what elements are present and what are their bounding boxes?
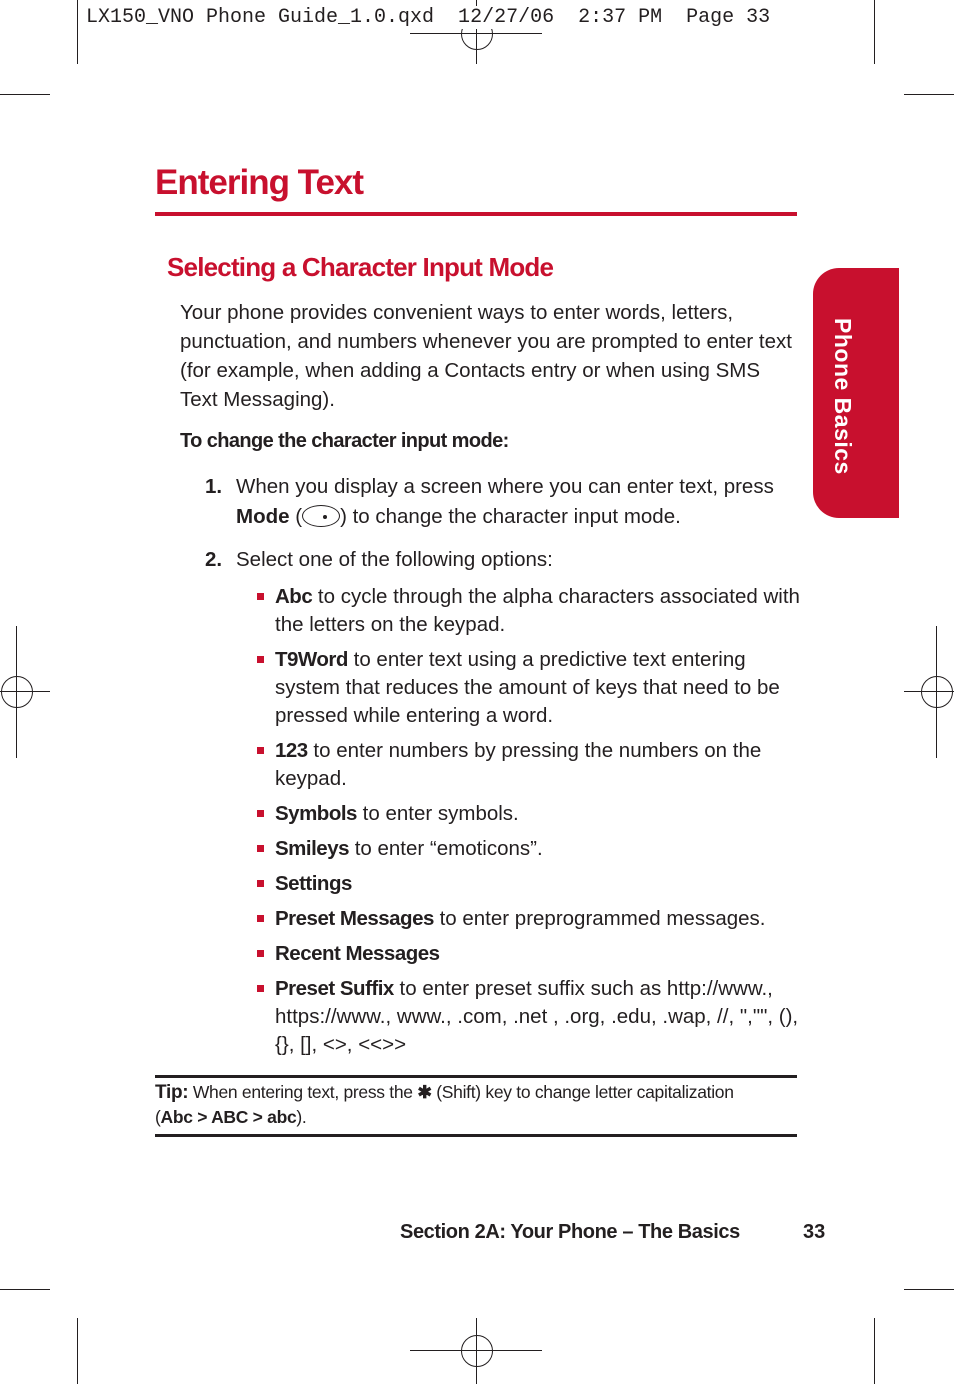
page-title: Entering Text	[155, 163, 364, 202]
square-bullet-icon	[257, 810, 264, 817]
square-bullet-icon	[257, 985, 264, 992]
square-bullet-icon	[257, 747, 264, 754]
title-rule	[155, 212, 797, 216]
list-item: Recent Messages	[257, 940, 802, 968]
input-mode-options	[257, 583, 802, 1059]
square-bullet-icon	[257, 880, 264, 887]
tip-box: Tip: When entering text, press the ✱ (Shift) key to change letter capitalization (Abc > ABC > abc).	[155, 1082, 734, 1127]
side-tab-label: Phone Basics	[830, 318, 856, 475]
list-item: Settings	[257, 870, 802, 898]
list-item: T9Word to enter text using a predictive text entering system that reduces the amount of keys that need to be pressed while entering a word.	[257, 646, 802, 730]
intro-paragraph: Your phone provides convenient ways to enter words, letters, punctuation, and numbers whenever you are prompted to enter text (for example, when adding a Contacts entry or when using SMS Text Messaging).	[180, 301, 792, 411]
list-item: Smileys to enter “emoticons”.	[257, 835, 802, 863]
tip-bottom-rule	[155, 1134, 797, 1137]
mode-key-icon	[302, 505, 340, 527]
list-item: Abc to cycle through the alpha characters associated with the letters on the keypad.	[257, 583, 802, 639]
step-number: 2.	[205, 548, 223, 571]
case-modes: Abc > ABC > abc	[160, 1107, 297, 1127]
square-bullet-icon	[257, 915, 264, 922]
tip-label: Tip:	[155, 1082, 189, 1103]
page-number: 33	[803, 1221, 826, 1243]
list-item: 123 to enter numbers by pressing the numbers on the keypad.	[257, 737, 802, 793]
square-bullet-icon	[257, 845, 264, 852]
list-item: Symbols to enter symbols.	[257, 800, 802, 828]
footer-section: Section 2A: Your Phone – The Basics	[400, 1221, 740, 1243]
procedure-lead: To change the character input mode:	[180, 430, 509, 452]
step-number: 1.	[205, 475, 223, 498]
section-subtitle: Selecting a Character Input Mode	[167, 252, 554, 282]
step-2: 2. Select one of the following options:	[205, 545, 797, 575]
step-1: 1. When you display a screen where you can enter text, press Mode ( ) to change the character input mode.	[205, 472, 797, 532]
file-slug: LX150_VNO Phone Guide_1.0.qxd 12/27/06 2:37 PM Page 33	[86, 6, 771, 29]
square-bullet-icon	[257, 950, 264, 957]
square-bullet-icon	[257, 656, 264, 663]
square-bullet-icon	[257, 593, 264, 600]
tip-top-rule	[155, 1075, 797, 1078]
asterisk-key-icon: ✱	[417, 1082, 432, 1102]
list-item: Preset Suffix to enter preset suffix such as http://www., https://www., www., .com, .net , .org, .edu, .wap, //, ","", (), {}, [], <>, <<>>	[257, 975, 802, 1059]
list-item: Preset Messages to enter preprogrammed messages.	[257, 905, 802, 933]
mode-label: Mode	[236, 505, 290, 528]
